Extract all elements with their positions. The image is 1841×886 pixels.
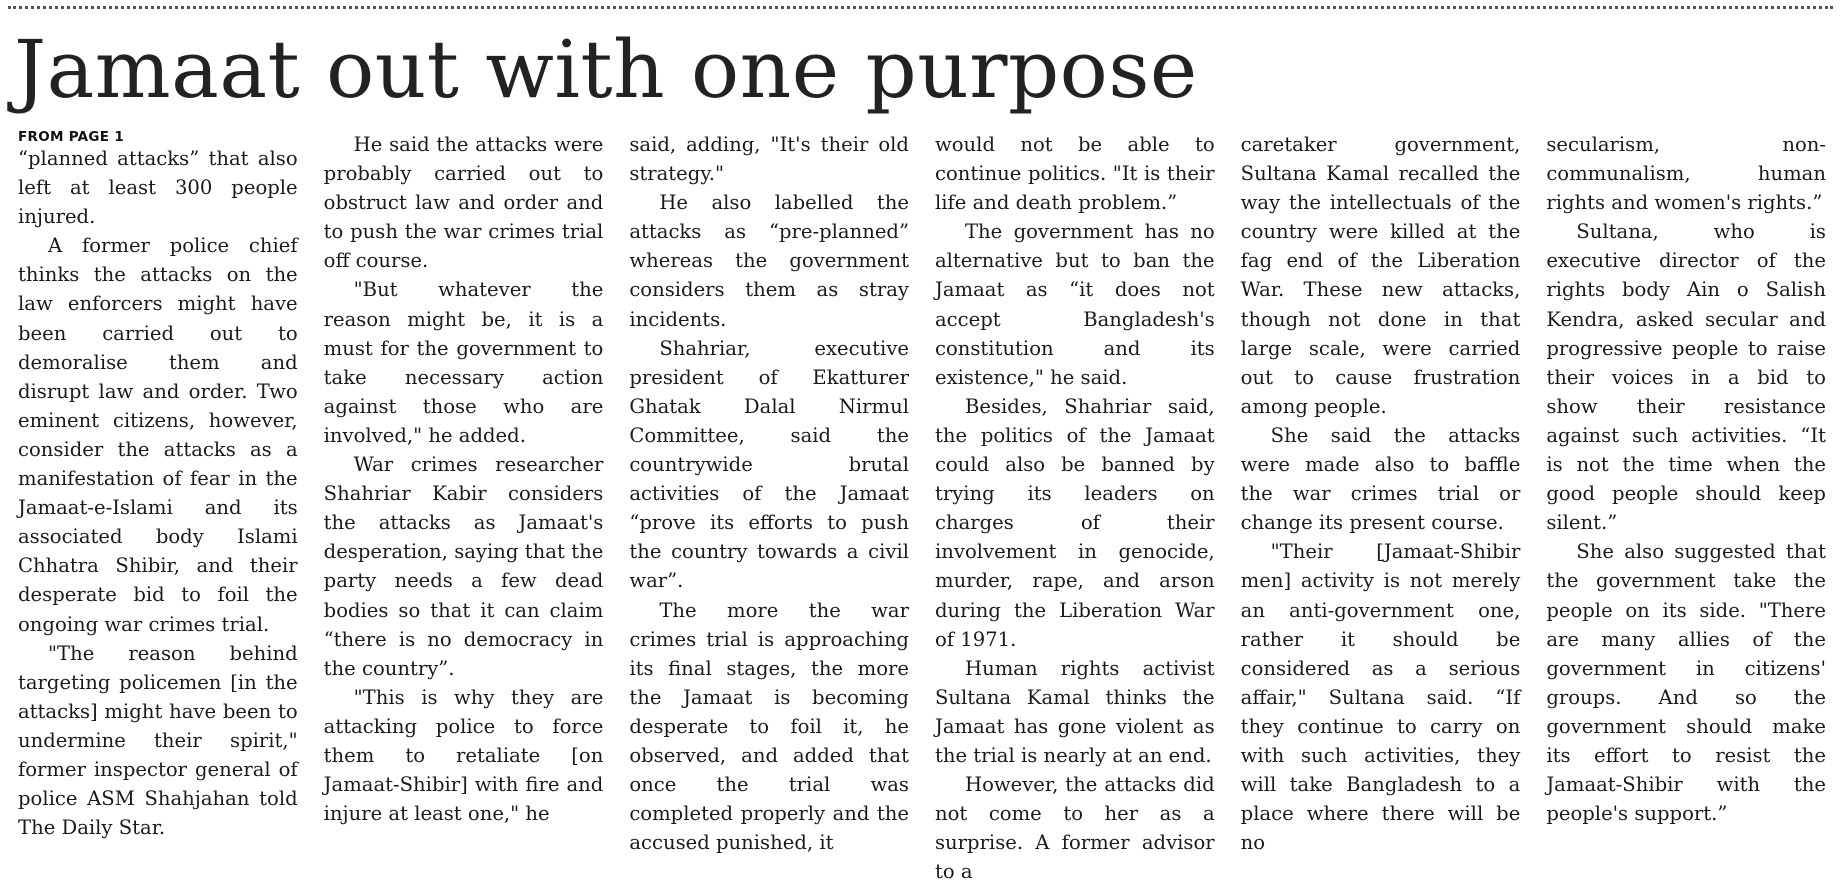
paragraph: Shahriar, executive president of Ekatturer Ghatak Dalal Nirmul Committee, said the countrywide brutal activities of the Jamaat “prove its efforts to push the country towards a civil war”. [629, 336, 909, 593]
paragraph: "But whatever the reason might be, it is a must for the government to take necessary action against those who are involved," he added. [323, 278, 604, 447]
paragraph: "Their [Jamaat-Shibir men] activity is not merely an anti-government one, rather it should be considered as a serious affair," Sultana said. “If they continue to carry on with such activities, they will take Bangladesh to a place where there will be no [1240, 540, 1521, 855]
article-column-4 [935, 130, 1215, 886]
paragraph: Sultana, who is executive director of the rights body Ain o Salish Kendra, asked secular and progressive people to raise their voices in a bid to show their resistance against such activities. “It is not the time when the good people should keep silent.” [1546, 220, 1826, 535]
paragraph: War crimes researcher Shahriar Kabir considers the attacks as Jamaat's desperation, saying that the party needs a few dead bodies so that it can claim “there is no democracy in the country”. [323, 453, 604, 680]
article-column-5 [1241, 130, 1521, 886]
paragraph: would not be able to continue politics. "It is their life and death problem.” [934, 133, 1215, 215]
paragraph: "The reason behind targeting policemen [in the attacks] might have been to undermine their spirit," former inspector general of police ASM Shahjahan told The Daily Star. [18, 641, 298, 840]
continuation-kicker: FROM PAGE 1 [18, 129, 125, 145]
paragraph: “planned attacks” that also left at least 300 people injured. [18, 147, 298, 229]
paragraph: He also labelled the attacks as “pre-planned” whereas the government considers them as stray incidents. [629, 191, 909, 331]
article-column-1 [18, 130, 298, 886]
paragraph: However, the attacks did not come to her as a surprise. A former advisor to a [934, 773, 1215, 884]
article-column-2 [324, 130, 604, 886]
article-column-3 [629, 130, 909, 886]
article-headline: Jamaat out with one purpose [14, 23, 1198, 116]
paragraph: A former police chief thinks the attacks on the law enforcers might have been carried out to demoralise them and disrupt law and order. Two eminent citizens, however, consider the attacks as a manifestation of fear in the Jamaat-e-Islami and its associated body Islami Chhatra Shibir, and their desperate bid to foil the ongoing war crimes trial. [18, 234, 298, 636]
paragraph: The government has no alternative but to ban the Jamaat as “it does not accept Bangladesh's constitution and its existence," he said. [934, 220, 1215, 389]
article-body [18, 129, 1826, 884]
paragraph: Human rights activist Sultana Kamal thinks the Jamaat has gone violent as the trial is nearly at an end. [934, 656, 1215, 767]
article-column-6 [1546, 130, 1826, 886]
paragraph: said, adding, "It's their old strategy." [629, 133, 909, 186]
paragraph: She said the attacks were made also to baffle the war crimes trial or change its present course. [1240, 423, 1521, 535]
paragraph: The more the war crimes trial is approaching its final stages, the more the Jamaat is becoming desperate to foil it, he observed, and added that once the trial was completed properly and the accused punished, it [629, 598, 909, 855]
paragraph: "This is why they are attacking police to force them to retaliate [on Jamaat-Shibir] with fire and injure at least one," he [323, 685, 604, 826]
top-dotted-rule [8, 6, 1833, 9]
paragraph: Besides, Shahriar said, the politics of the Jamaat could also be banned by trying its leaders on charges of their involvement in genocide, murder, rape, and arson during the Liberation War of 1971. [934, 394, 1215, 651]
paragraph: secularism, non-communalism, human rights and women's rights.” [1546, 133, 1826, 215]
paragraph: She also suggested that the government take the people on its side. "There are many allies of the government in citizens' groups. And so the government should make its effort to resist the Jamaat-Shibir with the people's support.” [1546, 540, 1826, 826]
paragraph: He said the attacks were probably carried out to obstruct law and order and to push the war crimes trial off course. [323, 133, 604, 273]
paragraph: caretaker government, Sultana Kamal recalled the way the intellectuals of the country were killed at the fag end of the Liberation War. These new attacks, though not done in that large scale, were carried out to cause frustration among people. [1240, 133, 1521, 418]
